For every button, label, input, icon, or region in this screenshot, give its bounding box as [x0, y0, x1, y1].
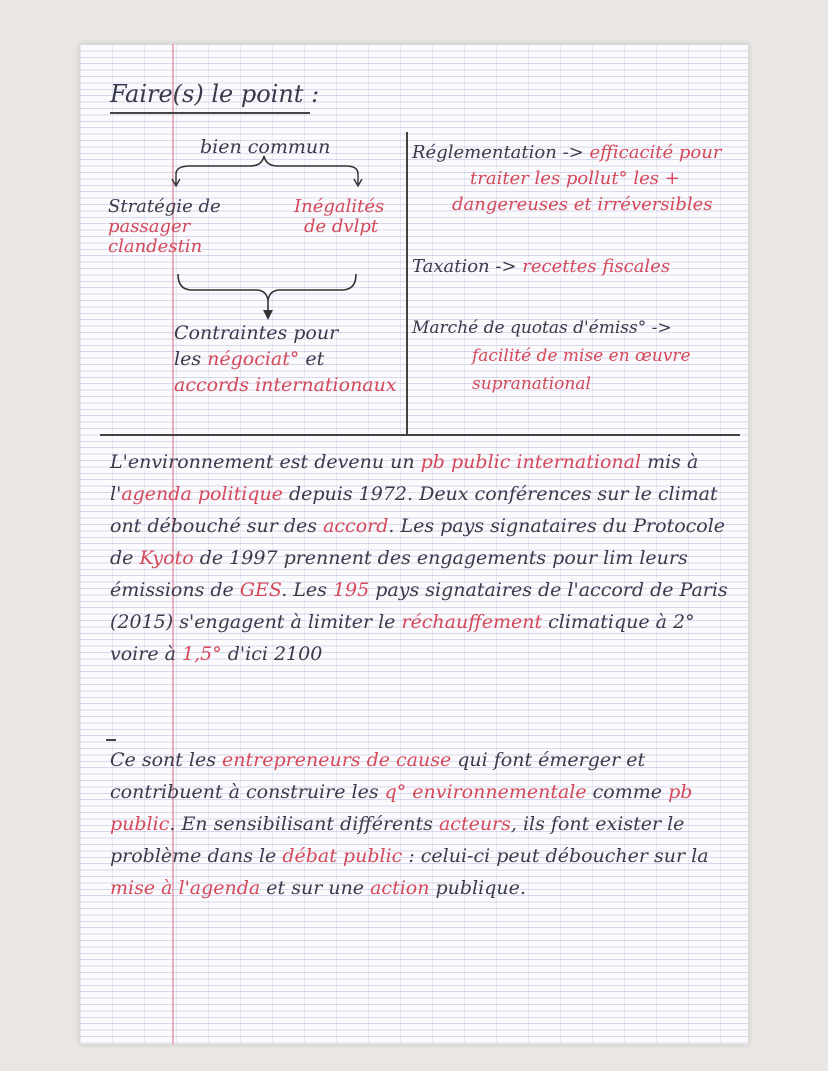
marche-line2: supranational — [472, 374, 591, 394]
reglementation-line1: efficacité pour — [589, 142, 722, 163]
horizontal-divider — [100, 434, 740, 436]
taxation-arrow: -> — [495, 256, 517, 277]
paragraph2-segment: débat public — [282, 845, 403, 867]
paragraph-1 — [110, 446, 740, 670]
diagram-top-label: bien commun — [200, 136, 331, 158]
title-underline — [110, 112, 310, 114]
paragraph2-segment: qui font émerger et contribuent à construire les — [110, 749, 646, 803]
paragraph1-segment: GES — [239, 579, 282, 601]
negociation-word: négociat° — [207, 348, 300, 370]
item-taxation — [412, 256, 670, 277]
marche-term: Marché de quotas d'émiss° — [412, 318, 647, 338]
reglementation-term: Réglementation — [412, 142, 557, 163]
paragraph2-segment: : celui-ci peut déboucher sur la — [402, 845, 709, 867]
paragraph1-segment: pays signataires de l'accord de Paris (2015) s'engagent à limiter le — [110, 579, 728, 633]
branch-left-line1: Stratégie de — [108, 196, 221, 217]
paragraph2-segment: acteurs — [438, 813, 511, 835]
branch-left-line3: clandestin — [108, 236, 203, 257]
paragraph1-segment: climatique à 2° voire à — [110, 611, 695, 665]
paragraph2-segment: action — [370, 877, 430, 899]
paragraph1-segment: depuis 1972. Deux conférences sur le climat ont débouché sur des — [110, 483, 718, 537]
paragraph1-segment: accord — [323, 515, 389, 537]
vertical-divider — [406, 132, 408, 434]
paragraph1-segment: . Les — [281, 579, 333, 601]
diagram-bottom-line3: accords internationaux — [174, 374, 397, 396]
paragraph1-segment: agenda politique — [121, 483, 283, 505]
paragraph1-segment: pb public international — [420, 451, 642, 473]
diagram-bottom-line1: Contraintes pour — [174, 322, 339, 344]
notebook-page — [80, 44, 748, 1044]
paragraph2-segment: pb public — [110, 781, 693, 835]
paragraph1-segment: d'ici 2100 — [221, 643, 323, 665]
paragraph-2 — [110, 744, 740, 904]
branch-left-line2: passager — [108, 216, 191, 237]
paragraph-dash — [106, 739, 116, 741]
marche-line1: facilité de mise en œuvre — [472, 346, 691, 366]
paragraph1-segment: L'environnement est devenu un — [110, 451, 421, 473]
branch-right-line1: Inégalités — [294, 196, 385, 217]
page-title: Faire(s) le point : — [110, 80, 320, 108]
paragraph2-segment: et sur une — [260, 877, 371, 899]
taxation-term: Taxation — [412, 256, 490, 277]
item-marche — [412, 318, 672, 338]
paragraph1-segment: . Les pays signataires du Protocole de — [110, 515, 726, 569]
branch-right-line2: de dvlpt — [304, 216, 379, 237]
paragraph1-segment: de 1997 prennent des engagements pour lim leurs émissions de — [110, 547, 688, 601]
paragraph2-segment: publique. — [429, 877, 526, 899]
bottom-brace — [80, 44, 81, 45]
diagram-bottom-line2: les négociat° et — [174, 348, 325, 370]
paragraph2-segment: entrepreneurs de cause — [222, 749, 452, 771]
paragraph2-segment: q° environnementale — [384, 781, 587, 803]
marche-arrow: -> — [651, 318, 672, 338]
paragraph2-segment: . En sensibilisant différents — [169, 813, 439, 835]
item-reglementation — [412, 142, 721, 163]
reglementation-line3: dangereuses et irréversibles — [452, 194, 713, 215]
reglementation-line2: traiter les pollut° les + — [470, 168, 680, 189]
paragraph1-segment: réchauffement — [401, 611, 543, 633]
paragraph2-segment: comme — [586, 781, 669, 803]
paragraph1-segment: Kyoto — [139, 547, 194, 569]
paragraph2-segment: Ce sont les — [110, 749, 223, 771]
paragraph1-segment: 195 — [332, 579, 370, 601]
paragraph2-segment: , ils font exister le problème dans le — [110, 813, 685, 867]
paragraph1-segment: mis à l' — [110, 451, 699, 505]
paragraph1-segment: 1,5° — [181, 643, 222, 665]
paragraph2-segment: mise à l'agenda — [110, 877, 261, 899]
taxation-line1: recettes fiscales — [522, 256, 671, 277]
reglementation-arrow: -> — [562, 142, 584, 163]
